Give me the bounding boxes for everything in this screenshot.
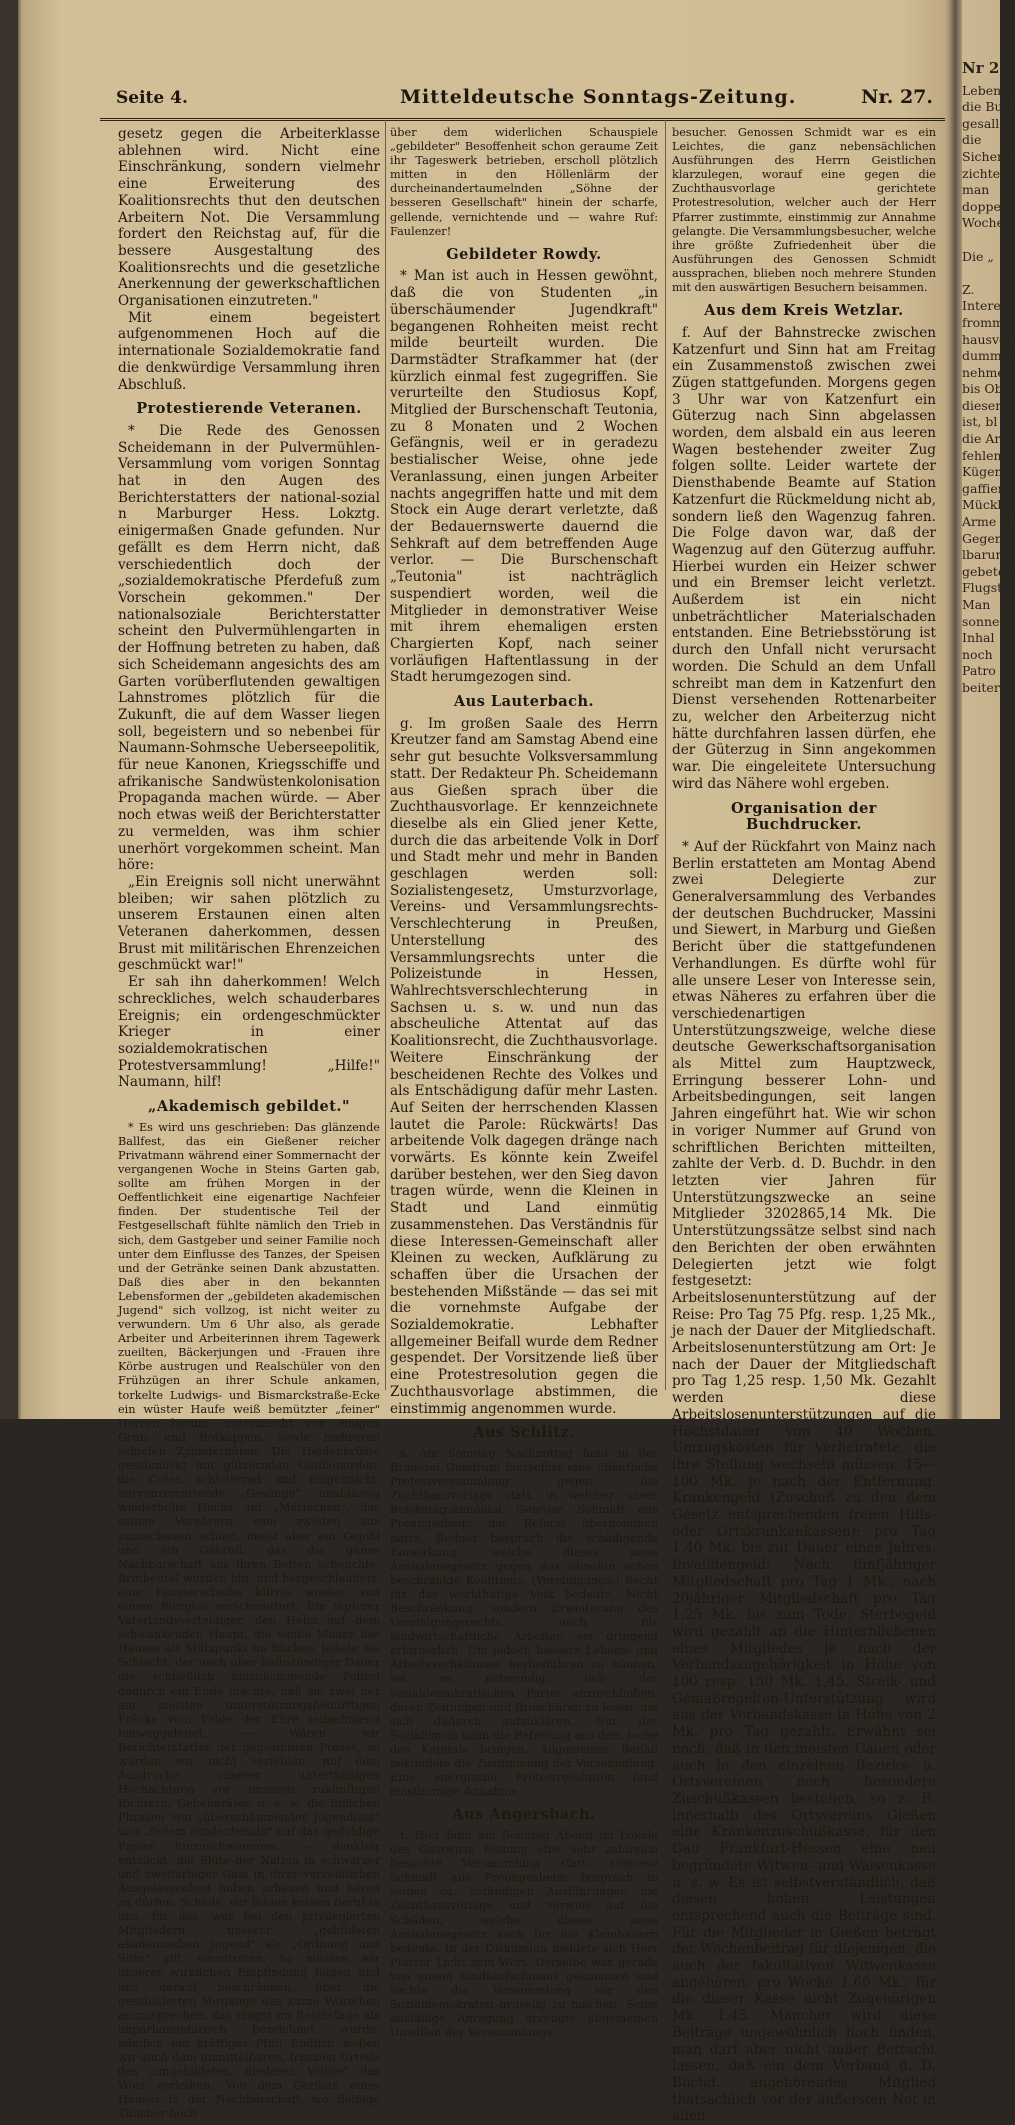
binding-edge (0, 0, 18, 1419)
page-number: Seite 4. (116, 88, 188, 108)
article-paragraph: * Es wird uns geschrieben: Das glänzende Ballfest, das ein Gießener reicher Privatmann während einer Sommernacht der vergangenen Woche in Steins Garten gab, sollte am frühen Morgen in der Oeffentlichkeit eine eigenartige Nachfeier finden. Der studentische Teil der Festgesellschaft fühlte nämlich den Trieb in sich, dem Gastgeber und seiner Familie noch unter dem Einflusse des Tanzes, der Speisen und der Getränke seinen Dank abzustatten. Daß dies aber in den bekannten Lebensformen der „gebildeten akademischen Jugend" sich vollzog, ist nicht weiter zu verwundern. Um 6 Uhr also, als gerade Arbeiter und Arbeiterinnen ihrem Tagewerk zueilten, Bäckerjungen und -Frauen ihre Körbe austrugen und Realschüler von den Frühzügen an ihrer Schule ankamen, torkelte Ludwigs- und Bismarckstraße-Ecke ein wüster Haufe weiß bemützter „feiner" Herren herum, untermischt von einigen Grün- und Rotkappen, sowie mehreren schiefen Zylinderhüten. Die Heldenbrüste geschmückt mit glitzernden Cotillonorden, die Coten schlotternd und eingeknickt, nervenzerrüttende „Gesänge", unablässig wiederholte Hochs auf „Mariechen", das seinen Verehrern vom zweiten aus zuzuschauen schien, meist aber ein Gejohl und ein Gebrüll, das die ganze Nachbarschaft aus ihren Betten scheuchte. Brotbeutel wurden hin- und hergeschleudert, eine Fensterscheibe klirrte wieder, von einem Bierglas zerschmettert. Ein tapferer Vaterlandsverteidiger, den Helm auf dem schwankenden Haupt, die weiße Mauer des Hauses als Stützpunkt im Rücken, leitete die Schlacht, der nach über halbstündiger Dauer die schließlich hinzukommende Polizei dadurch ein Ende machte, daß sie zwei der am meisten unterstützungsbedürftigen Fräcke vom Felde der Ehre teilnehmend hinweggeleitet. — Wären wir Berichterstatter der gegesinnten Presse, so würden wir nicht verfehlen, mit dem Ausdrucke unserer unterthänigen Hochachtung vor unseren zukünftigen Richtern, Geheimräten u. s. w. die üblichen Phrasen von „überschäumender Jugendlust" und „flotem Studentenulk" auf das geduldige Papier hinzuschwemmen, — dankbar entzückt, die Blüte der Nation in schwarzer und zweifarbiger Gala in ihrer verzeihlichen Ausgelassenheit haben schauen und hören zu dürfen. Schade, wir fühlen keinen Beruf in uns, für das, was bei den privilegierten Mitgliedern unserer „gebildeten akademischen Jugend" als „Ordnung und Sitte" gilt, einzutreten. So müssen wir unserer wirklichen Empfindung folgen und uns darauf beschränken, über die geschilderten Vorgänge das kurze Wörtchen auszusprechen, das jüngst im Reichstage als unparlamentarisch bezeichnet wurde, nämlich ein kräftiges Pfui! Endlich wollen wir auch dem unmittelbaren, frischen Urteile des „ungebildeten, niederen Volkes" das Wort verleihen: Von dem Gerüste eines Hauses in der Nachbarschaft, wo fleißige Tüncher hoch (118, 1120, 380, 2121)
facing-page-line: hausvor (962, 331, 1013, 347)
facing-page-line: doppelt (962, 198, 1010, 214)
article-paragraph: besucher. Genossen Schmidt war es ein Leichtes, die ganz nebensächlichen Ausführungen des Herrn Geistlichen klarzulegen, worauf eine gegen die Zuchthausvorlage gerichtete Protestresolution, welcher auch der Herr Pfarrer zustimmte, einstimmig zur Annahme gelangte. Die Versammlungsbesucher, welche ihre größte Zufriedenheit über die Ausführungen des Genossen Schmidt aussprachen, blieben noch mehrere Stunden mit den auswärtigen Besuchern beisammen. (672, 126, 936, 295)
facing-page-line: sonnen (962, 613, 1008, 629)
article-heading: Gebildeter Rowdy. (446, 245, 602, 263)
newspaper-title: Mitteldeutsche Sonntags-Zeitung. (400, 86, 797, 108)
facing-page-line: zichten (962, 165, 1009, 181)
article-quote: „Ein Ereignis soll nicht unerwähnt bleiben; wir sahen plötzlich zu unserem Erstaunen einen alten Veteranen daherkommen, dessen Brust mit militärischen Ehrenzeichen geschmückt war!" (118, 873, 380, 974)
facing-page-line: gaffiere (962, 480, 1012, 496)
facing-page-line: beiter (962, 679, 1000, 695)
facing-page-line: Die „ (962, 248, 994, 264)
article-heading: Aus Lauterbach. (453, 693, 595, 711)
book-gutter (948, 0, 962, 1419)
article-paragraph: t. Hier fand am Sonntag Abend im Lokale des Gastwirts Reining eine sehr zahlreich besuchte Versammlung statt. Genosse Schmidt aus Preungesheim besprach in seinen ca. 2stündigen Ausführungen die Zuchthausvorlage und verwies auf die Schäden, welche dieses neue Ausnahmegesetz auch für die Kleinbauern bedeute. In der Diskussion meldete sich Herr Pfarrer Licht zum Wort. Derselbe war gerade von einem Kindtaufschmaus gekommen und suchte die Versammlung vor den Sozialdemokraten gruselig zu machen. Seine ausfällige Anregung erzeugte allgemeinen Unwillen der Versammlungs- (390, 1829, 658, 2040)
facing-page-line: Kügen- (962, 464, 1007, 480)
facing-page-line: Sicheru (962, 148, 1012, 164)
article-paragraph: über dem widerlichen Schauspiele „gebildeter" Besoffenheit schon geraume Zeit ihr Tageswerk betrieben, erscholl plötzlich mitten in den Höllenlärm der durcheinandertaumelnden „Söhne der besseren Gesellschaft" hinein der scharfe, gellende, vernichtende und — wahre Ruf: Faulenzer! (390, 126, 658, 238)
facing-page-line: lbarun (962, 547, 1004, 563)
facing-page-line: dummer (962, 348, 1015, 364)
column-2 (390, 126, 658, 2040)
facing-page-line: Mückl (962, 497, 1002, 513)
article-paragraph: g. Im großen Saale des Herrn Kreutzer fand am Samstag Abend eine sehr gut besuchte Volksversammlung statt. Der Redakteur Ph. Scheidemann aus Gießen sprach über die Zuchthausvorlage. Er kennzeichnete dieselbe als ein Glied jener Kette, durch die das arbeitende Volk in Dorf und Stadt mehr und mehr in Banden geschlagen werden soll: Sozialistengesetz, Umsturzvorlage, Vereins- und Versammlungsrechts-Verschlechterung in Preußen, Unterstellung des Versammlungsrechts unter die Polizeistunde in Hessen, Wahlrechtsverschlechterung in Sachsen u. s. w. und nun das abscheuliche Attentat auf das Koalitionsrecht, die Zuchthausvorlage. Weitere Einschränkung der bescheidenen Rechte des Volkes und als Entschädigung dafür mehr Lasten. Auf Seiten der herrschenden Klassen lautet die Parole: Rückwärts! Das arbeitende Volk dagegen dränge nach vorwärts. Es könnte kein Zweifel darüber bestehen, wer den Sieg davon tragen würde, wenn die Kleinen in Stadt und Land einmütig zusammenstehen. Das Verständnis für diese Interessen-Gemeinschaft aller Kleinen zu wecken, Aufklärung zu schaffen über die Ursachen der bestehenden Mißstände — das sei mit die vornehmste Aufgabe der Sozialdemokratie. Lebhafter allgemeiner Beifall wurde dem Redner gespendet. Der Vorsitzende ließ über eine Protestresolution gegen die Zuchthausvorlage abstimmen, die einstimmig angenommen wurde. (390, 715, 658, 1417)
facing-issue-number: Nr 2 (962, 59, 1000, 77)
facing-page-line: die (962, 132, 982, 148)
facing-page-line: ist, bl (962, 414, 998, 430)
facing-page-line: gebeten (962, 563, 1014, 579)
facing-page-line: nehmer (962, 364, 1011, 380)
facing-page-line: fehlen. (962, 447, 1006, 463)
article-heading: „Akademisch gebildet." (147, 1098, 350, 1116)
article-heading: Aus Angersbach. (452, 1806, 596, 1824)
article-paragraph: f. Auf der Bahnstrecke zwischen Katzenfurt und Sinn hat am Freitag ein Zusammenstoß zwischen zwei Zügen stattgefunden. Morgens gegen 3 Uhr war von Katzenfurt ein Güterzug nach Sinn abgelassen worden, dem alsbald ein aus leeren Wagen bestehender zweiter Zug folgen sollte. Leider wartete der Diensthabende Beamte auf Station Katzenfurt die Rückmeldung nicht ab, sondern ließ den Wagenzug fahren. Die Folge davon war, daß der Wagenzug auf den Güterzug auffuhr. Hierbei wurden ein Heizer schwer und ein Bremser leicht verletzt. Außerdem ist ein nicht unbeträchtlicher Materialschaden entstanden. Eine Betriebsstörung ist durch den Unfall nicht verursacht worden. Die Schuld an dem Unfall schreibt man dem in Katzenfurt den Dienst versehenden Rottenarbeiter zu, welcher den Arbeiterzug nicht hätte durchfahren lassen dürfen, ehe der Güterzug in Sinn angekommen war. Die eingeleitete Untersuchung wird das Nähere wohl ergeben. (672, 324, 936, 792)
facing-page-line: Man (962, 597, 991, 612)
facing-page-line: Flugst (962, 580, 1003, 596)
facing-page-line: die Bud (962, 99, 1011, 115)
facing-page-line: bis Ob (962, 381, 1003, 397)
column-rule (665, 120, 666, 1390)
facing-page-lines (962, 82, 1015, 697)
facing-page-line: fromm (962, 314, 1004, 330)
page-header (100, 80, 945, 121)
facing-page-line: gesalle (962, 115, 1007, 131)
facing-page-line (962, 265, 1000, 282)
article-heading: Organisation der Buchdrucker. (731, 799, 877, 834)
issue-number: Nr. 27. (861, 86, 933, 108)
column-1 (118, 126, 380, 2121)
article-paragraph: * Man ist auch in Hessen gewöhnt, daß die von Studenten „in überschäumender Jugendkraft" begangenen Rohheiten meist recht milde beurteilt wurden. Die Darmstädter Strafkammer hat (der kürzlich einmal fest zugegriffen. Sie verurteilte den Studiosus Kopf, Mitglied der Burschenschaft Teutonia, zu 8 Monaten und 2 Wochen Gefängnis, weil er in geradezu bestialischer Weise, ohne jede Veranlassung, einen jungen Arbeiter nachts angegriffen hatte und mit dem Stock ein Auge derart verletzte, daß der Bedauernswerte dauernd die Sehkraft auf dem betreffenden Auge verlor. — Die Burschenschaft „Teutonia" ist nachträglich suspendiert worden, weil die Mitglieder in demonstrativer Weise mit ihrem ehemaligen ersten Chargierten Kopf, nach seiner vorläufigen Haftentlassung in der Stadt herumgezogen sind. (390, 268, 658, 686)
article-paragraph: Mit einem begeistert aufgenommenen Hoch auf die internationale Sozialdemokratie fand die denkwürdige Versammlung ihren Abschluß. (118, 309, 380, 393)
page-sheet (100, 80, 945, 2125)
column-3 (672, 126, 936, 2125)
article-heading: Protestierende Veteranen. (136, 400, 362, 418)
facing-page-line: Interess (962, 298, 1014, 314)
article-paragraph: gesetz gegen die Arbeiterklasse ablehnen wird. Nicht eine Einschränkung, sondern vielmehr eine Erweiterung des Koalitionsrechts thut den deutschen Arbeitern Not. Die Versammlung fordert den Reichstag auf, für die bessere Ausgestaltung des Koalitionsrechts und die gesetzliche Anerkennung der gewerkschaftlichen Organisationen einzutreten." (118, 126, 380, 310)
facing-page-line: die Ar (962, 431, 1001, 447)
facing-page-line: Patro (962, 663, 996, 679)
article-paragraph: * Auf der Rückfahrt von Mainz nach Berlin erstatteten am Montag Abend zwei Delegierte zur Generalversammlung des Verbandes der deutschen Buchdrucker, Massini und Siewert, in Marburg und Gießen Bericht über die stattgefundenen Verhandlungen. Es dürfte wohl für alle unsere Leser von Interesse sein, etwas Näheres zu erfahren über die verschiedenartigen Unterstützungszweige, welche diese deutsche Gewerkschaftsorganisation als Mittel zum Hauptzweck, Erringung besserer Lohn- und Arbeitsbedingungen, seit langen Jahren eingeführt hat. Wie wir schon in voriger Nummer auf Grund von schriftlichen Berichten mitteilten, zahlte der Verb. d. D. Buchdr. in den letzten vier Jahren für Unterstützungszwecke an seine Mitglieder 3202865,14 Mk. Die Unterstützungssätze selbst sind nach den Berichten der oben erwähnten Delegierten jetzt wie folgt festgesetzt: Arbeitslosenunterstützung auf der Reise: Pro Tag 75 Pfg. resp. 1,25 Mk., je nach der Dauer der Mitgliedschaft. Arbeitslosenunterstützung am Ort: Je nach der Dauer der Mitgliedschaft pro Tag 1,25 resp. 1,50 Mk. Gezahlt werden diese Arbeitslosenunterstützungen auf die Höchstdauer von 40 Wochen. Umzugskosten für Verheiratete, die ihre Stellung wechseln müssen: 15—100 Mk. je nach der Entfernung. Krankengeld (Zuschuß zu den dem Gesetz entsprechenden freien Hilfs- oder Ortskrankenkassen): pro Tag 1,40 Mk. bis zur Dauer eines Jahres. Invalidengeld: Nach fünfjähriger Mitgliedschaft pro Tag 1 Mk., nach 20jähriger Mitgliedschaft pro Tag 1,25 Mk. bis zum Tode. Sterbegeld wird gezahlt an die Hinterbliebenen eines Mitgliedes je nach der Verbandszugehörigkeit in Höhe von 100 resp. 150 Mk. 1,45. Streik- und Gemaßregelten-Unterstützung wird aus der Verbandskasse in Höhe von 2 Mk. pro Tag gezahlt. Erwähnt sei noch, daß in den meisten Gauen oder auch in den einzelnen Bezirks- u. Ortsvereinen noch besondere Zuschußkassen bestehen, so z. B. innerhalb des Ortsvereins Gießen eine Krankenzuschußkasse, für den Gau Frankfurt-Hessen eine neu begründete Witwen- und Waisenkasse u. s. w. Es ist selbstverständlich, daß diesen hohen Leistungen entsprechend auch die Beiträge sind. Für die Mitglieder in Gießen beträgt der Wochenbeitrag für diejenigen, die auch der fakultativen Witwenkasse angehören, pro Woche 1.60 Mk., für die dieser Kasse nicht Zugehörigen Mk. 1.45. Mancher wird diese Beiträge ungewöhnlich hoch finden, man darf aber nicht außer Betracht lassen, daß ein dem Verband d. D. Buchd. angehörendes Mitglied thatsächlich vor der äußersten Not in allen (672, 838, 936, 2125)
column-rule (385, 120, 386, 1390)
article-paragraph: s. Am Sonntag Nachmittag fand in der Brauerei Gundrum hierselbst eine öffentliche Protestversammlung gegen die Zuchthausvorlage statt, in welcher unser Reichstagskandidat Genosse Schmidt aus Preungesheim das Referat übernommen hatte. Redner besprach die schädigende Einwirkung, welche dieses neue Ausnahmegesetz gegen das ohnehin schon beschränkte Koalitions- (Vereinigungs-) Recht für das werkthätige Volk bedeute. Nicht Beschränkung, sondern Erweiterung des Vereinigungsrechts, auch für landwirtschaftliche Arbeiter, sei dringend erforderlich. Um jedoch bessere Lebens- und Arbeitsverhältnisse herbeiführen zu können, sei es notwendig, sich der sozialdemokratischen Partei anzuschließen, deren Zeitungen und Broschüren zu lesen, um sich dadurch aufzuklären. Nur der Sozialismus kann die Befreiung aus dem Joche des Kapitals bringen. Allgemeiner Beifall bekundete die Zustimmung der Versammlung. Eine energische Protestresolution fand einstimmige Annahme. (390, 1446, 658, 1799)
facing-page-edge (962, 59, 1015, 1360)
facing-page-line: Lebens (962, 82, 1008, 98)
article-heading: Aus Schlitz. (473, 1424, 575, 1442)
article-heading: Aus dem Kreis Wetzlar. (704, 302, 904, 320)
article-paragraph: Er sah ihn daherkommen! Welch schreckliches, welch schauderbares Ereignis; ein ordengeschmückter Krieger in einer sozialdemokratischen Protestversammlung! „Hilfe!" Naumann, hilf! (118, 974, 380, 1091)
facing-page-line (962, 232, 1000, 249)
facing-page-line: Wochen (962, 215, 1013, 231)
facing-page-line: Arme G (962, 514, 1011, 530)
facing-page-line: noch (962, 646, 993, 662)
facing-page-line: Gegen (962, 530, 1003, 546)
facing-page-line: man (962, 182, 990, 198)
facing-page-line: Inhal (962, 630, 995, 646)
facing-page-line: dieser (962, 397, 1002, 413)
article-paragraph: * Die Rede des Genossen Scheidemann in der Pulvermühlen-Versammlung vom vorigen Sonntag hat in den Augen des Berichterstatters der national-sozial n Marburger Hess. Lokztg. einigermaßen Gnade gefunden. Nur gefällt es dem Herrn nicht, daß verschiedentlich doch der „sozialdemokratische Pferdefuß zum Vorschein gekommen." Der nationalsoziale Berichterstatter scheint den Pulvermühlengarten in der Hoffnung betreten zu haben, daß sich Scheidemann angesichts des am Garten vorüberflutenden gewaltigen Lahnstromes plötzlich für die Zukunft, die auf dem Wasser liegen soll, begeistern und so nebenbei für Naumann-Sohmsche Ueberseepolitik, für neue Kanonen, Kriegsschiffe und afrikanische Sandwüstenkolonisation Propaganda machen würde. — Aber noch etwas weiß der Berichterstatter zu vermelden, was ihm schier unerhört vorgekommen scheint. Man höre: (118, 422, 380, 874)
facing-page-line: Z. (962, 281, 975, 297)
